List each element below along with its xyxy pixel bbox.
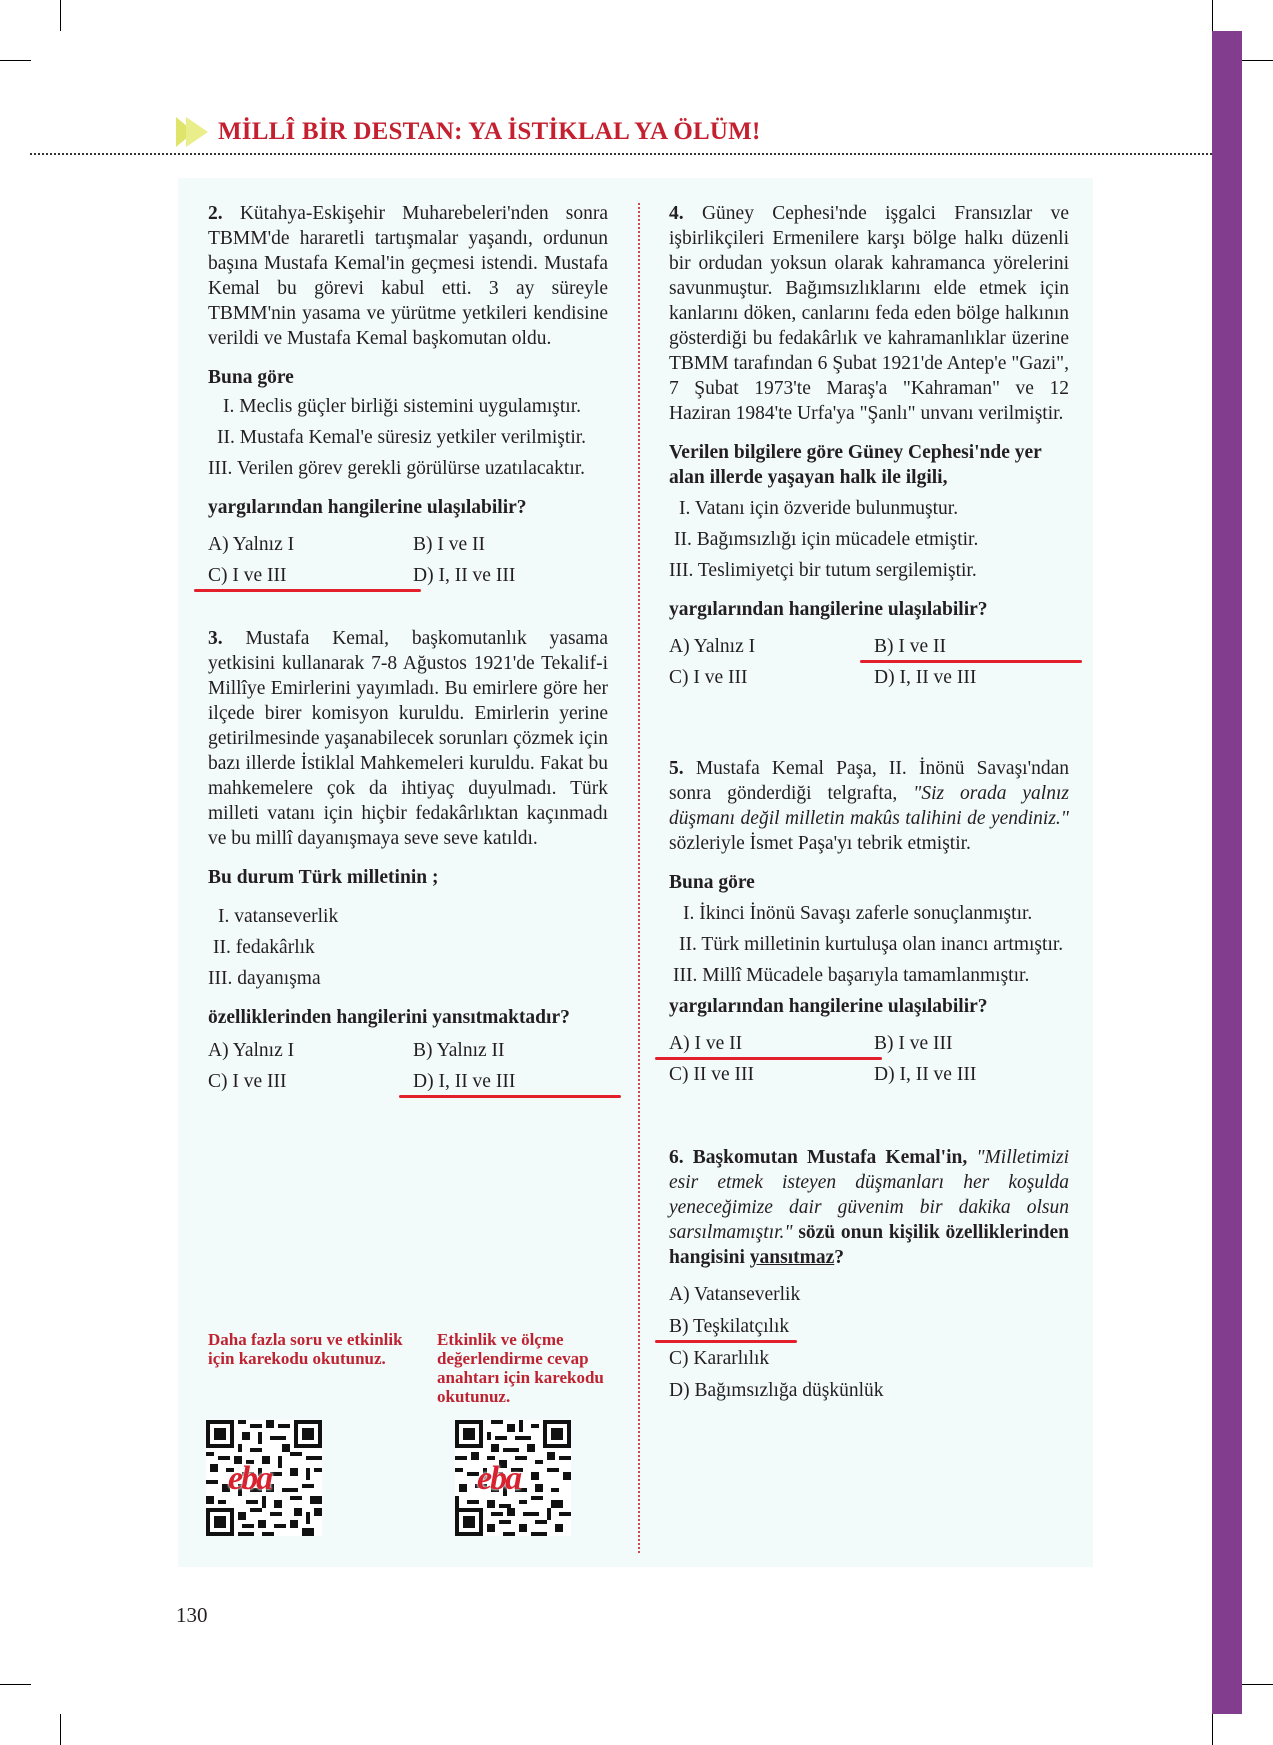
- qr-code-more-questions[interactable]: [206, 1420, 322, 1536]
- answer-options: [669, 1282, 1069, 1403]
- question-prompt: yargılarından hangilerine ulaşılabilir?: [669, 996, 988, 1017]
- answer-options: [208, 1038, 608, 1094]
- question-4: [669, 201, 1069, 690]
- question-lead: Bu durum Türk milletinin ;: [208, 867, 439, 888]
- question-number: 5.: [669, 758, 684, 779]
- option-c[interactable]: C) I ve III: [669, 667, 748, 688]
- option-a[interactable]: A) Yalnız I: [208, 534, 295, 555]
- question-stem-text: Güney Cephesi'nde işgalci Fransızlar ve işbirlikçileri Ermenilere karşı bölge halkı düzenli bir ordudan yoksun olarak kahramanca yörelerini savunmuştur. Bağımsızlıklarını elde etmek için kanlarını döken, canlarını feda eden bölge halkının gösterdiği bu fedakârlık ve kahramanlıklar üzerine TBMM tarafından 6 Şubat 1921'de Antep'e "Gazi", 7 Şubat 1973'te Maraş'a "Kahraman" ve 12 Haziran 1984'te Urfa'ya "Şanlı" unvanı verilmiştir.: [669, 203, 1069, 424]
- option-a[interactable]: A) Vatanseverlik: [669, 1284, 801, 1305]
- statement-1: I. vatanseverlik: [218, 906, 339, 927]
- negation-keyword: yansıtmaz: [749, 1247, 835, 1268]
- option-d[interactable]: D) I, II ve III: [874, 667, 977, 688]
- question-prompt: yargılarından hangilerine ulaşılabilir?: [208, 497, 527, 518]
- statement-3: III. dayanışma: [208, 968, 321, 989]
- option-c[interactable]: C) Kararlılık: [669, 1348, 770, 1369]
- question-stem-text: Mustafa Kemal Paşa, II. İnönü Savaşı'ndan sonra gönderdiği telgrafta,: [669, 758, 1069, 804]
- option-c[interactable]: C) I ve III: [208, 1071, 287, 1092]
- question-lead: Buna göre: [208, 367, 294, 388]
- qr-note-answer-key: Etkinlik ve ölçme değerlendirme cevap anahtarı için karekodu okutunuz.: [437, 1330, 604, 1406]
- chapter-color-bar: [1212, 31, 1242, 1714]
- question-number: 6.: [669, 1147, 684, 1168]
- statement-2: II. fedakârlık: [213, 937, 315, 958]
- statement-1: I. Vatanı için özveride bulunmuştur.: [679, 498, 959, 519]
- question-lead: Buna göre: [669, 872, 755, 893]
- answer-options: [669, 1031, 1069, 1087]
- eba-logo: eba: [477, 1460, 521, 1497]
- question-stem: [208, 626, 608, 851]
- question-number: 4.: [669, 203, 684, 224]
- left-column: [208, 201, 608, 1094]
- question-prompt: yargılarından hangilerine ulaşılabilir?: [669, 599, 988, 620]
- option-a[interactable]: A) Yalnız I: [669, 636, 756, 657]
- answer-options: [208, 532, 608, 588]
- right-column: [669, 201, 1069, 1403]
- page-number: 130: [176, 1603, 208, 1627]
- crop-mark: [1242, 1684, 1273, 1685]
- section-title: MİLLÎ BİR DESTAN: YA İSTİKLAL YA ÖLÜM!: [218, 118, 761, 145]
- statement-2: II. Türk milletinin kurtuluşa olan inancı artmıştır.: [679, 934, 1064, 955]
- question-stem-text: sözü onun kişilik özelliklerinden hangisini: [669, 1222, 1069, 1268]
- qr-note-more-questions: Daha fazla soru ve etkinlik için karekodu okutunuz.: [208, 1330, 403, 1368]
- option-b[interactable]: B) I ve II: [413, 534, 486, 555]
- option-d[interactable]: D) I, II ve III: [413, 565, 516, 586]
- option-b[interactable]: B) Yalnız II: [413, 1040, 505, 1061]
- option-d[interactable]: D) I, II ve III: [874, 1064, 977, 1085]
- eba-logo: eba: [228, 1460, 272, 1497]
- header-divider: [30, 153, 1212, 155]
- statement-3: III. Millî Mücadele başarıyla tamamlanmıştır.: [673, 965, 1030, 986]
- question-number: 3.: [208, 628, 223, 649]
- statement-2: II. Mustafa Kemal'e süresiz yetkiler verilmiştir.: [217, 427, 587, 448]
- quote-text: "Milletimizi esir etmek isteyen düşmanları her koşulda yeneceğimize dair güvenim bir dakika olsun sarsılmamıştır.": [669, 1147, 1070, 1243]
- crop-mark: [1242, 60, 1273, 61]
- statement-3: III. Verilen görev gerekli görülürse uzatılacaktır.: [208, 458, 586, 479]
- crop-mark: [1212, 0, 1213, 31]
- option-b[interactable]: B) I ve III: [874, 1033, 953, 1054]
- question-stem: [208, 201, 608, 351]
- quote-text: "Siz orada yalnız düşmanı değil milletin makûs talihini de yendiniz.": [669, 783, 1069, 829]
- question-stem-text: Mustafa Kemal, başkomutanlık yasama yetkisini kullanarak 7-8 Ağustos 1921'de Tekalif-i Millîye Emirlerini yayımladı. Bu emirlere göre her ilçede birer komisyon kuruldu. Emirlerin yerine getirilmesinde yaşanabilecek sorunları çözmek için bazı illerde İstiklal Mahkemeleri kuruldu. Fakat bu mahkemelere çok da ihtiyaç duyulmadı. Türk milleti vatanı için hiçbir fedakârlıktan kaçınmadı ve bu millî dayanışmaya seve seve katıldı.: [208, 628, 609, 849]
- double-arrow-icon: [176, 115, 210, 149]
- option-c-marked[interactable]: C) I ve III: [208, 563, 413, 588]
- option-d-marked[interactable]: D) I, II ve III: [413, 1069, 613, 1094]
- option-a-marked[interactable]: A) I ve II: [669, 1031, 874, 1056]
- section-header: [176, 112, 760, 152]
- qr-code-answer-key[interactable]: [455, 1420, 571, 1536]
- question-stem: [669, 201, 1069, 426]
- question-6: [669, 1145, 1069, 1403]
- question-stem-text: sözleriyle İsmet Paşa'yı tebrik etmiştir.: [669, 833, 971, 854]
- column-divider: [638, 203, 640, 1553]
- statement-3: III. Teslimiyetçi bir tutum sergilemiştir.: [669, 560, 977, 581]
- question-stem-bold: Başkomutan Mustafa Kemal'in,: [692, 1147, 968, 1168]
- question-stem: [669, 1145, 1069, 1270]
- question-prompt: özelliklerinden hangilerini yansıtmaktadır?: [208, 1007, 570, 1028]
- statement-1: I. Meclis güçler birliği sistemini uygulamıştır.: [223, 396, 581, 417]
- option-c[interactable]: C) II ve III: [669, 1064, 754, 1085]
- option-d[interactable]: D) Bağımsızlığa düşkünlük: [669, 1380, 884, 1401]
- crop-mark: [60, 0, 61, 31]
- option-b-marked[interactable]: B) I ve II: [874, 634, 1074, 659]
- question-lead: Verilen bilgilere göre Güney Cephesi'nde yer alan illerde yaşayan halk ile ilgili,: [669, 442, 1042, 488]
- option-b-marked[interactable]: B) Teşkilatçılık: [669, 1316, 790, 1337]
- question-number: 2.: [208, 203, 223, 224]
- crop-mark: [1212, 1714, 1213, 1745]
- question-5: [669, 756, 1069, 1087]
- statement-1: I. İkinci İnönü Savaşı zaferle sonuçlanmıştır.: [683, 903, 1033, 924]
- crop-mark: [0, 60, 31, 61]
- crop-mark: [0, 1684, 31, 1685]
- option-a[interactable]: A) Yalnız I: [208, 1040, 295, 1061]
- crop-mark: [60, 1714, 61, 1745]
- question-mark: ?: [834, 1247, 845, 1268]
- question-stem: [669, 756, 1069, 856]
- question-3: [208, 626, 608, 1094]
- question-2: [208, 201, 608, 588]
- statement-2: II. Bağımsızlığı için mücadele etmiştir.: [674, 529, 979, 550]
- answer-options: [669, 634, 1069, 690]
- question-stem-text: Kütahya-Eskişehir Muharebeleri'nden sonra TBMM'de hararetli tartışmalar yaşandı, ordunun başına Mustafa Kemal'in geçmesi istendi. Mustafa Kemal bu görevi kabul etti. 3 ay süreyle TBMM'nin yasama ve yürütme yetkileri kendisine verildi ve Mustafa Kemal başkomutan oldu.: [208, 203, 608, 349]
